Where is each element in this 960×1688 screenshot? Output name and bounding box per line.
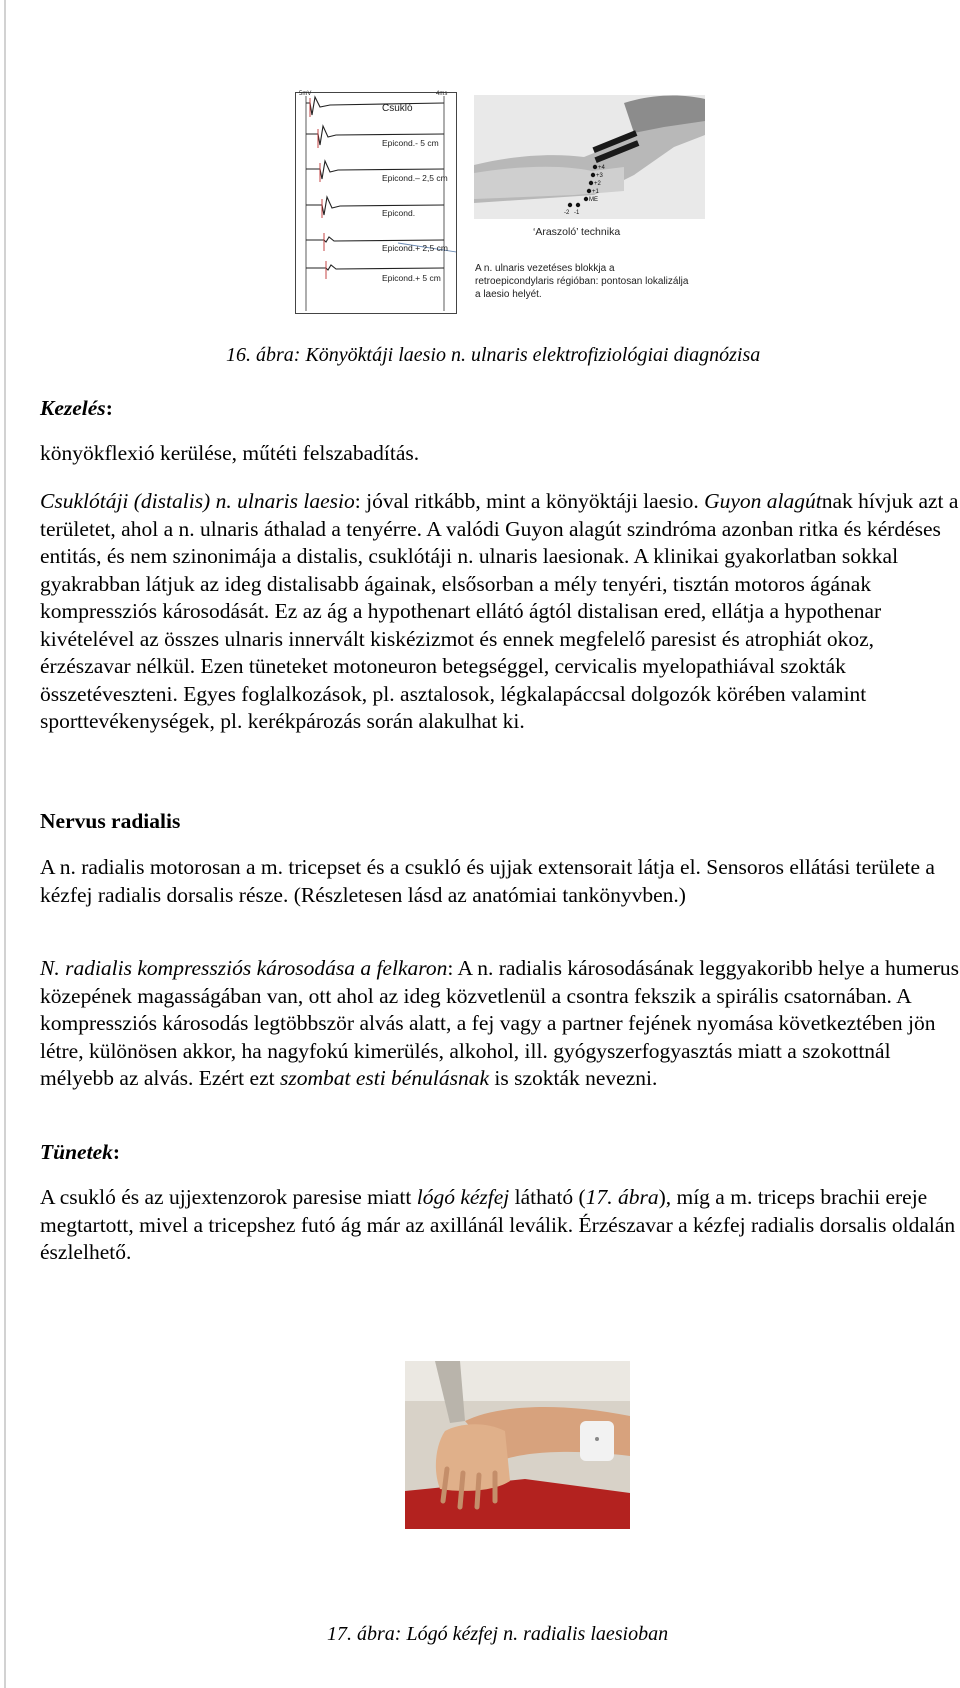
kezeles-text: könyökflexió kerülése, műtéti felszabadítás. bbox=[40, 441, 420, 465]
technique-label: ‘Araszoló’ technika bbox=[533, 226, 621, 238]
marker-plus2: +2 bbox=[594, 181, 601, 187]
emg-label-minus5: Epicond.- 5 cm bbox=[382, 138, 439, 148]
tunetek-paragraph: A csukló és az ujjextenzorok paresise miatt lógó kézfej látható (17. ábra), míg a m. triceps brachii ereje megtartott, mivel a tricepshez futó ág már az axillánál leválik. Érzészavar a kézfej radialis dorsalis oldalán észlelhető. bbox=[40, 1185, 956, 1264]
radialis-compression-paragraph: N. radialis kompressziós károsodása a felkaron: A n. radialis károsodásának leggyakoribb helye a humerus közepének magasságában van, ott ahol az ideg közvetlenül a csontra fekszik a spirális csatornában. A kompressziós károsodás legtöbbször alvás alatt, a fej vagy a partner fejének nyomása következtében jön létre, különösen akkor, ha nagyfokú kimerülés, alkohol, ill. gyógyszerfogyasztás miatt a szokottnál mélyebb az alvás. Ezért ezt szombat esti bénulásnak is szokták nevezni. bbox=[40, 956, 960, 1090]
emg-label-plus25: Epicond.+ 2,5 cm bbox=[382, 243, 448, 253]
figure-16 bbox=[295, 92, 725, 314]
page-left-rule bbox=[4, 0, 6, 1688]
radialis-heading: Nervus radialis bbox=[40, 809, 181, 833]
radialis-intro: A n. radialis motorosan a m. tricepset és a csukló és ujjak extensorait látja el. Sensoros ellátási területe a kézfej radialis dorsalis része. (Részletesen lásd az anatómiai tankönyvben.) bbox=[40, 855, 935, 907]
marker-plus3: +3 bbox=[596, 173, 603, 179]
marker-minus2: -2 bbox=[564, 210, 570, 216]
emg-label-plus5: Epicond.+ 5 cm bbox=[382, 273, 441, 283]
figure16-annotation: A n. ulnaris vezetéses blokkja a retroepicondylaris régióban: pontosan lokalizálja a laesio helyét. bbox=[475, 263, 689, 300]
marker-plus4: +4 bbox=[598, 165, 605, 171]
emg-traces-panel bbox=[295, 92, 457, 314]
dropping-hand-photo bbox=[405, 1361, 630, 1529]
elbow-stimulation-photo bbox=[474, 95, 705, 219]
kezeles-section bbox=[40, 395, 960, 423]
tunetek-heading-block bbox=[40, 1139, 960, 1167]
kezeles-heading: Kezelés: bbox=[40, 396, 113, 420]
marker-plus1: +1 bbox=[592, 189, 599, 195]
emg-label-csuklo: Csukló bbox=[382, 103, 413, 114]
emg-scale-right: 4ms bbox=[436, 91, 448, 97]
radialis-heading-block bbox=[40, 808, 960, 836]
figure16-caption: 16. ábra: Könyöktáji laesio n. ulnaris elektrofiziológiai diagnózisa bbox=[226, 344, 761, 366]
emg-label-epicond: Epicond. bbox=[382, 208, 416, 218]
marker-me: ME bbox=[589, 197, 598, 203]
emg-scale-left: 5mV bbox=[299, 91, 312, 97]
figure17-caption: 17. ábra: Lógó kézfej n. radialis laesioban bbox=[327, 1623, 669, 1645]
marker-minus1: -1 bbox=[574, 210, 580, 216]
tunetek-heading: Tünetek: bbox=[40, 1140, 121, 1164]
distalis-paragraph: Csuklótáji (distalis) n. ulnaris laesio: jóval ritkább, mint a könyöktáji laesio. Guyon alagútnak hívjuk azt a területet, ahol a n. ulnaris áthalad a tenyérre. A valódi Guyon alagút szindróma azonban ritka és kérdéses entitás, és nem szinonimája a distalis, csuklótáji n. ulnaris laesionak. A klinikai gyakorlatban sokkal gyakrabban látjuk az ideg distalisabb ágainak, elsősorban a mély tenyéri, tisztán motoros ágának kompressziós károsodását. Ez az ág a hypothenart ellátó ágtól distalisan ered, ellátja a hypothenar kivételével az összes ulnaris innervált kiskézizmot és ennek megfelelő paresist és atrophiát okoz, érzészavar nélkül. Ezen tüneteket motoneuron betegséggel, cervicalis myelopathiával szokták összetéveszteni. Egyes foglalkozások, pl. asztalosok, légkalapáccsal dolgozók körében valamint sporttevékenységek, pl. kerékpározás során alakulhat ki. bbox=[40, 489, 959, 733]
emg-label-minus25: Epicond.– 2,5 cm bbox=[382, 173, 448, 183]
